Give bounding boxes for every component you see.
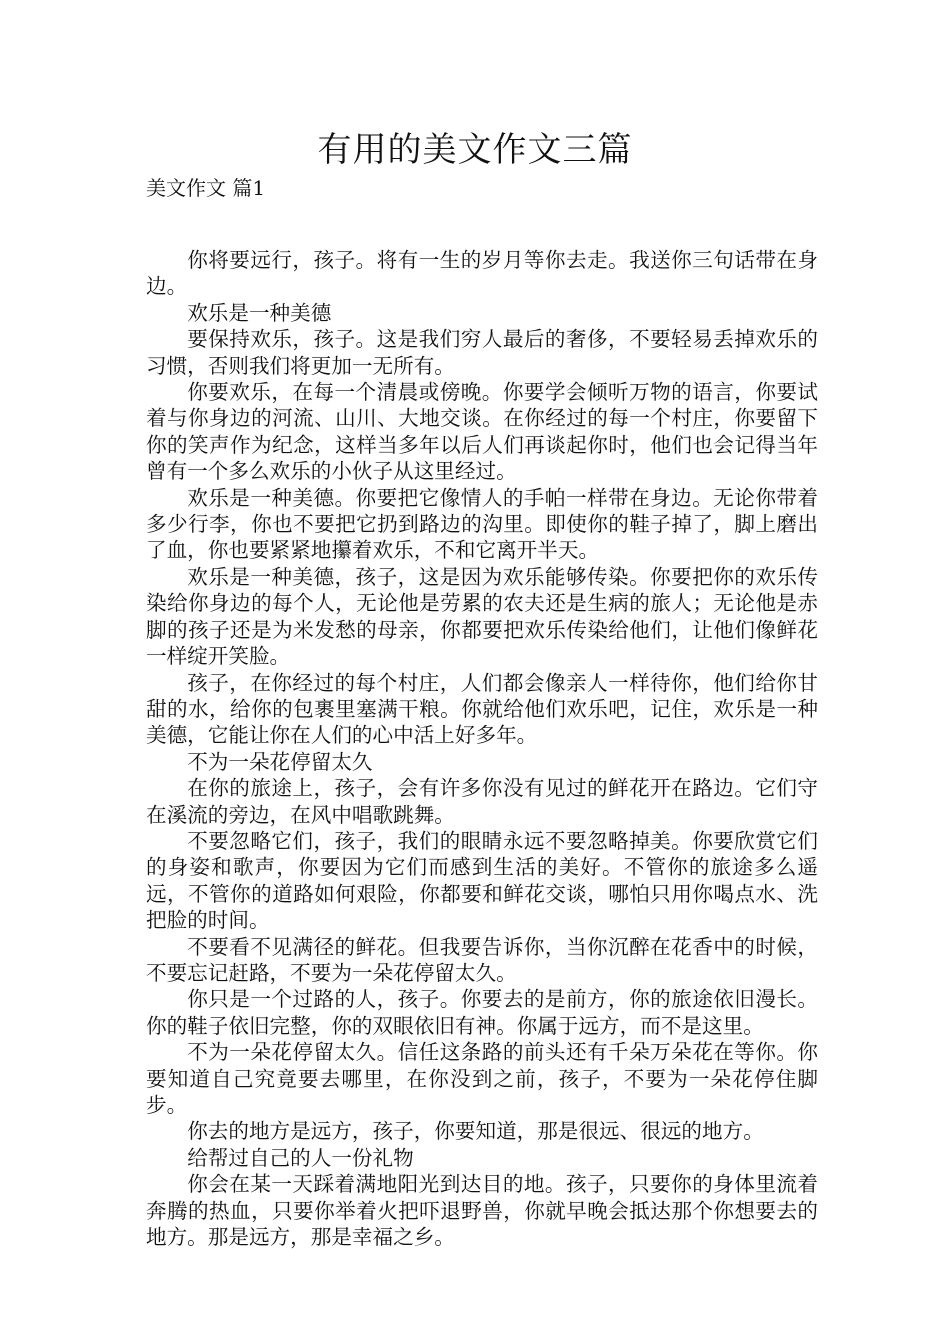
paragraph-subheading: 欢乐是一种美德 (187, 300, 332, 325)
document-title: 有用的美文作文三篇 (317, 130, 633, 170)
paragraph: 你只是一个过路的人，孩子。你要去的是前方，你的旅途依旧漫长。你的鞋子依旧完整，你的双眼依旧有神。你属于远方，而不是这里。 (146, 987, 818, 1038)
paragraph-subheading: 不为一朵花停留太久 (187, 749, 373, 774)
paragraph: 要保持欢乐，孩子。这是我们穷人最后的奢侈，不要轻易丢掉欢乐的习惯，否则我们将更加一无所有。 (146, 327, 818, 378)
paragraph-subheading: 给帮过自己的人一份礼物 (187, 1145, 414, 1170)
paragraph: 你将要远行，孩子。将有一生的岁月等你去走。我送你三句话带在身边。 (146, 248, 818, 299)
paragraph: 不要忽略它们，孩子，我们的眼睛永远不要忽略掉美。你要欣赏它们的身姿和歌声，你要因为它们而感到生活的美好。不管你的旅途多么遥远，不管你的道路如何艰险，你都要和鲜花交谈，哪怕只用你喝点水、洗把脸的时间。 (146, 828, 818, 933)
section-heading: 美文作文 篇1 (146, 176, 266, 200)
paragraph: 欢乐是一种美德。你要把它像情人的手帕一样带在身边。无论你带着多少行李，你也不要把它扔到路边的沟里。即使你的鞋子掉了，脚上磨出了血，你也要紧紧地攥着欢乐，不和它离开半天。 (146, 485, 818, 563)
paragraph: 你要欢乐，在每一个清晨或傍晚。你要学会倾听万物的语言，你要试着与你身边的河流、山川、大地交谈。在你经过的每一个村庄，你要留下你的笑声作为纪念，这样当多年以后人们再谈起你时，他们也会记得当年曾有一个多么欢乐的小伙子从这里经过。 (146, 380, 818, 484)
paragraph: 在你的旅途上，孩子，会有许多你没有见过的鲜花开在路边。它们守在溪流的旁边，在风中唱歌跳舞。 (146, 776, 818, 827)
paragraph: 孩子，在你经过的每个村庄，人们都会像亲人一样待你，他们给你甘甜的水，给你的包裹里塞满干粮。你就给他们欢乐吧，记住，欢乐是一种美德，它能让你在人们的心中活上好多年。 (146, 670, 818, 748)
paragraph: 欢乐是一种美德，孩子，这是因为欢乐能够传染。你要把你的欢乐传染给你身边的每个人，无论他是劳累的农夫还是生病的旅人；无论他是赤脚的孩子还是为米发愁的母亲，你都要把欢乐传染给他们，让他们像鲜花一样绽开笑脸。 (146, 564, 818, 669)
paragraph: 你会在某一天踩着满地阳光到达目的地。孩子，只要你的身体里流着奔腾的热血，只要你举着火把吓退野兽，你就早晚会抵达那个你想要去的地方。那是远方，那是幸福之乡。 (146, 1172, 818, 1250)
paragraph: 不为一朵花停留太久。信任这条路的前头还有千朵万朵花在等你。你要知道自己究竟要去哪里，在你没到之前，孩子，不要为一朵花停住脚步。 (146, 1040, 818, 1117)
paragraph: 不要看不见满径的鲜花。但我要告诉你，当你沉醉在花香中的时候，不要忘记赶路，不要为一朵花停留太久。 (146, 934, 818, 985)
article-body (146, 247, 818, 1250)
paragraph: 你去的地方是远方，孩子，你要知道，那是很远、很远的地方。 (187, 1119, 764, 1144)
